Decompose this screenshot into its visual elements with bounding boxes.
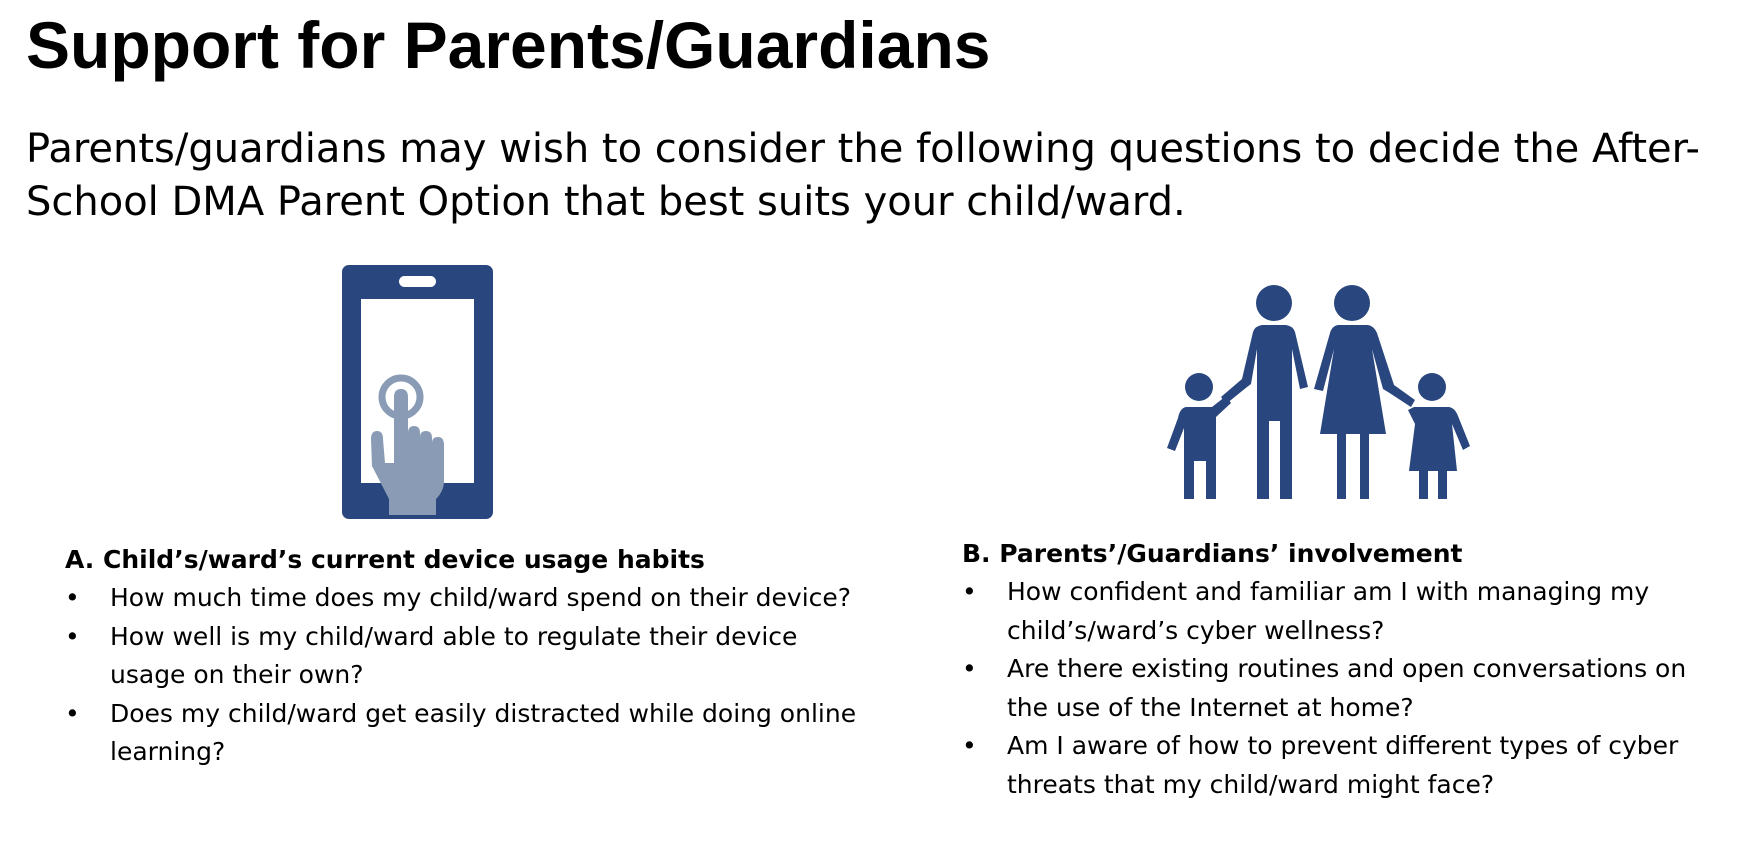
intro-line-1: Parents/guardians may wish to consider the following questions to decide the After- <box>26 126 1700 172</box>
list-item <box>65 695 875 772</box>
list-item <box>962 650 1732 727</box>
bullet: • <box>65 583 80 612</box>
question-text: Are there existing routines and open conversations on the use of the Internet at home? <box>1007 654 1687 722</box>
page-title: Support for Parents/Guardians <box>26 8 991 82</box>
question-text: Does my child/ward get easily distracted while doing online learning? <box>110 698 857 766</box>
list-item <box>65 579 875 618</box>
section-a <box>65 542 875 772</box>
bullet: • <box>65 698 80 728</box>
list-item <box>65 618 875 695</box>
intro-text <box>26 123 1726 229</box>
question-text: Am I aware of how to prevent different types of cyber threats that my child/ward might face? <box>1007 731 1679 799</box>
section-b-heading: B. Parents’/Guardians’ involvement <box>962 539 1463 568</box>
list-item <box>962 573 1732 650</box>
bullet: • <box>962 577 977 606</box>
touchscreen-phone-icon <box>342 265 493 519</box>
list-item <box>962 727 1732 804</box>
section-a-list <box>65 579 875 772</box>
section-a-heading: A. Child’s/ward’s current device usage habits <box>65 545 705 574</box>
question-text: How much time does my child/ward spend on their device? <box>110 583 852 612</box>
bullet: • <box>65 621 80 651</box>
section-b <box>962 536 1732 804</box>
family-icon <box>1156 283 1472 499</box>
intro-line-2: School DMA Parent Option that best suits your child/ward. <box>26 179 1186 225</box>
question-text: How confident and familiar am I with managing my child’s/ward’s cyber wellness? <box>1007 577 1650 645</box>
bullet: • <box>962 731 977 760</box>
question-text: How well is my child/ward able to regulate their device usage on their own? <box>110 621 798 689</box>
section-b-list <box>962 573 1732 804</box>
bullet: • <box>962 654 977 683</box>
